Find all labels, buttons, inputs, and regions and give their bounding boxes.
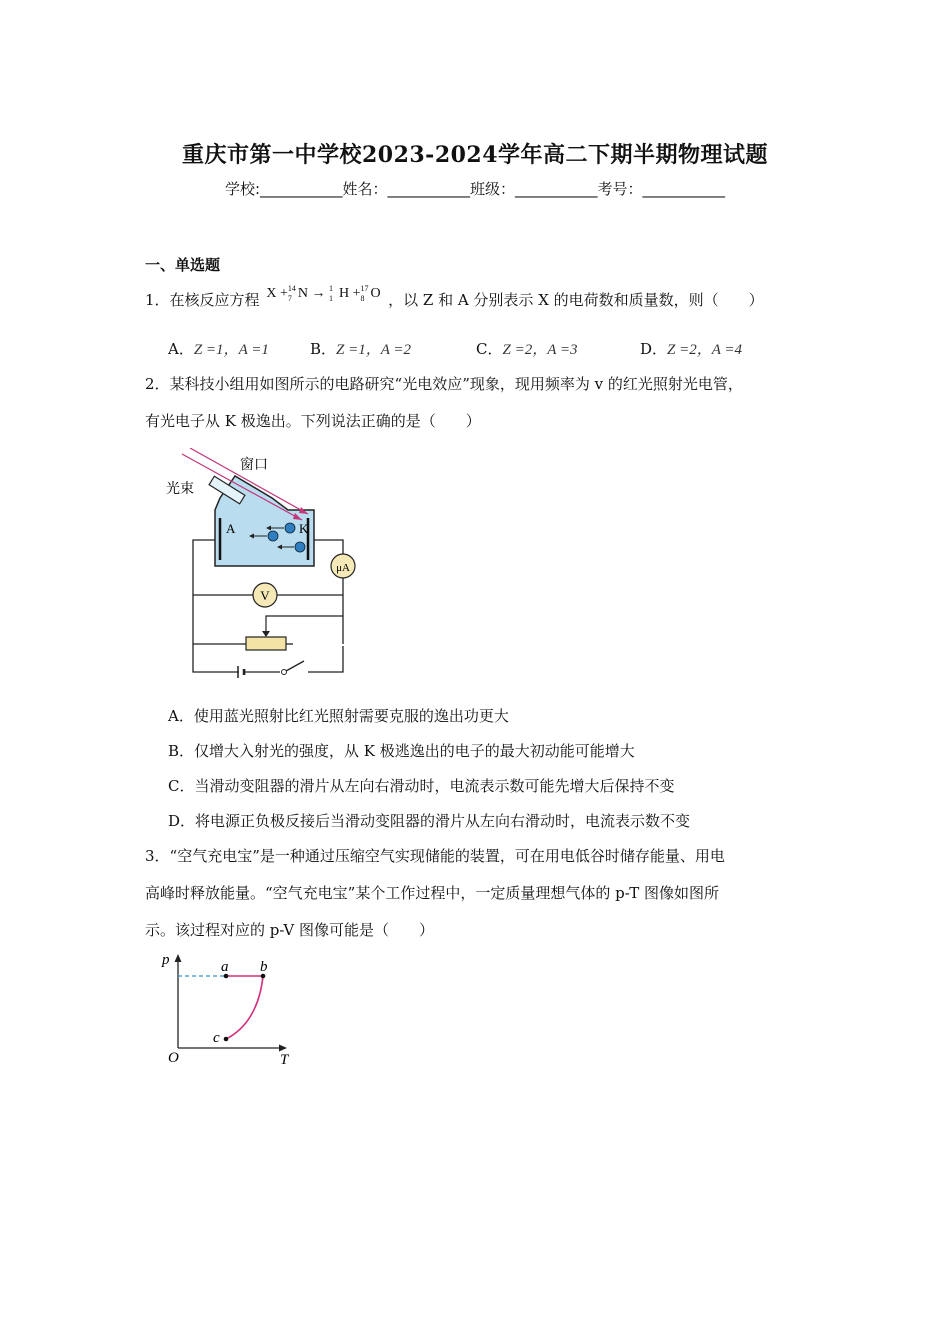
p-axis-arrow xyxy=(175,954,182,962)
option-label: A． xyxy=(168,340,194,358)
q1-option-b[interactable] xyxy=(310,338,411,359)
rheostat-slider-wire xyxy=(266,616,343,634)
eq-h: H + xyxy=(338,286,361,301)
option-z: Z =1， xyxy=(193,342,239,358)
window-label: 窗口 xyxy=(240,457,268,473)
eq-n-charge: 7 xyxy=(287,293,292,303)
rheostat-slider xyxy=(262,631,270,637)
rheostat xyxy=(246,637,286,650)
page-title: 重庆市第一中学校2023-2024学年高二下期半期物理试题 xyxy=(181,142,769,168)
option-a-value: A =1 xyxy=(238,342,269,358)
q1-option-a[interactable] xyxy=(168,338,269,359)
q2-option-a[interactable]: A．使用蓝光照射比红光照射需要克服的逸出功更大 xyxy=(168,707,509,725)
question-3-line-2: 高峰时释放能量。“空气充电宝”某个工作过程中，一定质量理想气体的 p-T 图像如图所 xyxy=(145,884,720,902)
circuit-wire xyxy=(314,540,343,554)
q2-option-b[interactable]: B．仅增大入射光的强度，从 K 极逃逸出的电子的最大初动能可能增大 xyxy=(168,742,635,760)
q2-option-d[interactable]: D．将电源正负极反接后当滑动变阻器的滑片从左向右滑动时，电流表示数不变 xyxy=(168,812,691,830)
eq-n: N → xyxy=(297,286,326,301)
p-axis-label: p xyxy=(162,952,170,968)
section-heading: 一、单选题 xyxy=(145,256,221,274)
question-1 xyxy=(145,283,764,312)
q1-tail: ，以 Z 和 A 分别表示 X 的电荷数和质量数，则（ ） xyxy=(388,291,764,309)
option-a-value: A =2 xyxy=(380,342,412,358)
option-label: D． xyxy=(640,340,668,358)
battery-gap xyxy=(239,664,243,680)
t-axis-label: T xyxy=(280,1052,289,1068)
photoelectric-circuit-diagram xyxy=(160,448,370,684)
cathode-label: K xyxy=(299,521,309,536)
eq-h-charge: 1 xyxy=(328,293,333,303)
voltmeter-label: V xyxy=(260,588,270,603)
question-3-line-1: 3．“空气充电宝”是一种通过压缩空气实现储能的装置，可在用电低谷时储存能量、用电 xyxy=(145,847,725,865)
question-3-line-3: 示。该过程对应的 p-V 图像可能是（ ） xyxy=(145,921,434,939)
question-2-line-1: 2．某科技小组用如图所示的电路研究“光电效应”现象，现用频率为 v 的红光照射光电管， xyxy=(145,375,743,393)
q2-option-c[interactable]: C．当滑动变阻器的滑片从左向右滑动时，电流表示数可能先增大后保持不变 xyxy=(168,777,675,795)
p-t-graph xyxy=(160,950,300,1070)
electron xyxy=(295,542,305,552)
q1-option-c[interactable] xyxy=(476,338,577,359)
option-a-value: A =3 xyxy=(547,342,578,358)
point-c xyxy=(224,1037,229,1042)
option-z: Z =2， xyxy=(667,342,712,358)
option-z: Z =1， xyxy=(336,342,381,358)
electron xyxy=(268,531,278,541)
q1-option-d[interactable] xyxy=(640,338,742,359)
option-a-value: A =4 xyxy=(711,342,743,358)
eq-x: X + xyxy=(266,286,288,301)
point-c-label: c xyxy=(213,1030,220,1046)
microammeter-label: μA xyxy=(336,562,350,574)
option-label: C． xyxy=(476,340,503,358)
process-b-to-c xyxy=(226,976,263,1039)
electron xyxy=(285,523,295,533)
eq-n-mass: 14 xyxy=(287,283,296,293)
question-2-line-2: 有光电子从 K 极逸出。下列说法正确的是（ ） xyxy=(145,412,481,430)
option-label: B． xyxy=(310,340,337,358)
anode-label: A xyxy=(226,521,236,536)
student-info-line: 学校:___________姓名：___________班级：___________考号：___________ xyxy=(224,180,726,198)
q1-stem: 1．在核反应方程 xyxy=(145,291,260,309)
t-axis-arrow xyxy=(279,1045,287,1052)
beam-label: 光束 xyxy=(166,481,194,497)
origin-label: O xyxy=(168,1050,179,1066)
nuclear-equation xyxy=(266,283,384,303)
point-a-label: a xyxy=(221,959,229,975)
option-z: Z =2， xyxy=(502,342,548,358)
point-b-label: b xyxy=(260,959,268,975)
eq-o-mass: 17 xyxy=(360,283,369,293)
eq-h-mass: 1 xyxy=(328,283,333,293)
eq-o-charge: 8 xyxy=(360,293,365,303)
eq-o: O xyxy=(370,286,381,301)
switch-pivot xyxy=(282,670,287,675)
